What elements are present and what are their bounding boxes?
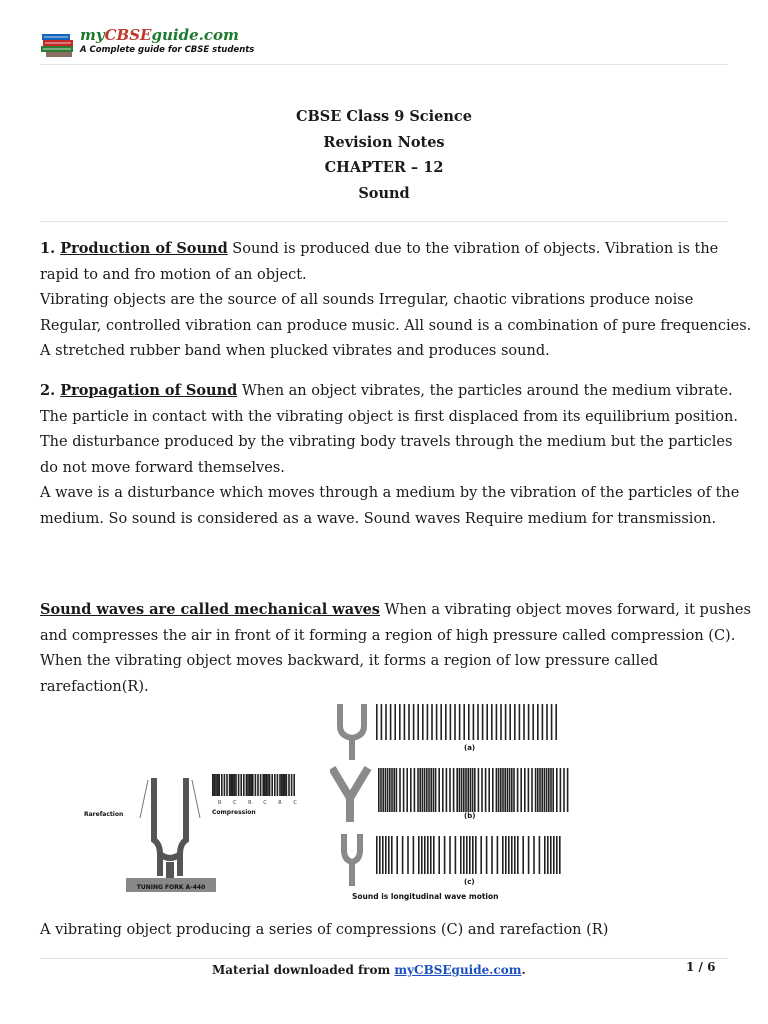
wave-bar — [402, 836, 404, 874]
wave-bar — [391, 768, 393, 812]
wave-bar — [382, 768, 384, 812]
wave-bar — [478, 768, 480, 812]
wave-bar — [469, 836, 471, 874]
wave-bar — [417, 704, 419, 740]
wave-bar — [556, 768, 558, 812]
wave-bar — [424, 768, 426, 812]
wave-bar — [238, 774, 240, 796]
wave-bar — [264, 774, 266, 796]
wave-bars-c — [376, 836, 561, 874]
wave-bar — [468, 704, 470, 740]
wave-bar — [403, 768, 405, 812]
wave-bar — [422, 768, 424, 812]
wave-bar — [427, 704, 429, 740]
wave-bar — [224, 774, 226, 796]
wave-bar — [507, 768, 509, 812]
wave-bar — [438, 836, 440, 874]
wave-bar — [284, 774, 286, 796]
wave-bar — [431, 704, 433, 740]
wave-bar — [230, 774, 232, 796]
wave-bar — [500, 704, 502, 740]
label-a: (a) — [464, 744, 476, 752]
wave-bar — [528, 704, 530, 740]
wave-bar — [467, 768, 469, 812]
wave-bar — [480, 836, 482, 874]
wave-bar — [215, 774, 217, 796]
wave-bar — [436, 704, 438, 740]
wave-bar — [385, 768, 387, 812]
footer-text: Material downloaded from myCBSEguide.com. — [212, 963, 526, 977]
wave-bar — [426, 768, 428, 812]
wave-bar — [410, 768, 412, 812]
fork-b — [332, 768, 368, 822]
wave-bar — [269, 774, 271, 796]
wave-bar — [514, 836, 516, 874]
wave-bar — [430, 836, 432, 874]
wave-bar — [446, 768, 448, 812]
wave-bar — [550, 836, 552, 874]
wave-bar — [396, 768, 398, 812]
paragraph: The disturbance produced by the vibrating body travels through the medium but the particles do not move forward themselves. — [40, 434, 733, 476]
wave-bar — [399, 768, 401, 812]
wave-bar — [542, 704, 544, 740]
label-b: (b) — [464, 812, 476, 820]
wave-bar — [449, 836, 451, 874]
logo-wordmark: myCBSEguide.com — [80, 26, 239, 44]
wave-bar — [262, 774, 264, 796]
wave-bar — [547, 836, 549, 874]
wave-bar — [470, 768, 472, 812]
paragraph-text: When a vibrating object moves forward, it pushes and compresses the air in front of it forming a region of high pressure called compression (C). When the vibrating object moves backward, it forms a region of low pressure called rarefaction(R). — [40, 602, 751, 695]
wave-bar — [514, 704, 516, 740]
wave-bar — [517, 836, 519, 874]
wave-bar — [406, 768, 408, 812]
paragraph — [40, 236, 752, 288]
title-line: CHAPTER – 12 — [324, 159, 444, 176]
wave-bar — [508, 836, 510, 874]
wave-bar — [511, 768, 513, 812]
section-number: 1. — [40, 240, 61, 257]
wave-bar — [544, 768, 546, 812]
wave-bar — [491, 704, 493, 740]
wave-bar — [427, 836, 429, 874]
section-propagation — [40, 378, 752, 533]
wave-bar — [482, 704, 484, 740]
wave-bar — [560, 768, 562, 812]
wave-bar — [539, 768, 541, 812]
wave-bar — [502, 768, 504, 812]
wave-bar — [453, 768, 455, 812]
wave-bar — [235, 774, 237, 796]
figure-caption-inline: Sound is longitudinal wave motion — [352, 892, 499, 901]
wave-bar — [388, 836, 390, 874]
wave-bar — [563, 768, 565, 812]
wave-bar — [404, 704, 406, 740]
wave-bar — [509, 704, 511, 740]
figure-caption: A vibrating object producing a series of compressions (C) and rarefaction (R) — [40, 922, 609, 938]
footer-link[interactable]: myCBSEguide.com — [394, 963, 522, 977]
wave-bar — [491, 836, 493, 874]
wave-bar — [553, 836, 555, 874]
wave-bar — [408, 704, 410, 740]
wave-bar — [218, 774, 220, 796]
wave-bar — [419, 768, 421, 812]
wave-bar — [546, 704, 548, 740]
wave-bar — [537, 704, 539, 740]
wave-bar — [418, 836, 420, 874]
wave-bar — [513, 768, 515, 812]
wave-bar — [537, 768, 539, 812]
wave-bar — [461, 768, 463, 812]
wave-bar — [556, 836, 558, 874]
wave-bar — [274, 774, 276, 796]
wave-bar — [477, 704, 479, 740]
wave-bar — [539, 836, 541, 874]
wave-bar — [247, 774, 249, 796]
wave-bar — [500, 768, 502, 812]
wave-bar — [267, 774, 269, 796]
wave-bar — [504, 768, 506, 812]
wave-bar — [475, 836, 477, 874]
wave-bar — [524, 768, 526, 812]
wave-bar — [257, 774, 259, 796]
wave-bar — [449, 768, 451, 812]
wave-bar — [463, 836, 465, 874]
wave-bar — [535, 768, 537, 812]
wave-bar — [466, 836, 468, 874]
wave-bar — [486, 836, 488, 874]
wave-bar — [472, 836, 474, 874]
wave-bar — [396, 836, 398, 874]
header-divider — [40, 64, 728, 65]
paragraph-text: When an object vibrates, the particles around the medium vibrate. The particle in contact with the vibrating object is first displaced from its equilibrium position. — [40, 383, 738, 425]
wave-bar — [460, 836, 462, 874]
wave-bar — [456, 768, 458, 812]
wave-bar — [519, 704, 521, 740]
wave-bar — [378, 768, 380, 812]
title-line: Revision Notes — [323, 133, 445, 151]
wave-bar — [541, 768, 543, 812]
wave-bar — [438, 768, 440, 812]
section-heading: Sound waves are called mechanical waves — [40, 601, 380, 618]
wave-bar — [217, 774, 219, 796]
wave-bar — [442, 768, 444, 812]
rarefaction-label: Rarefaction — [84, 811, 124, 818]
site-logo[interactable] — [40, 26, 255, 60]
wave-bar — [421, 836, 423, 874]
paragraph — [40, 378, 752, 430]
wave-bar — [249, 774, 251, 796]
wave-bar — [522, 836, 524, 874]
wave-bar — [433, 836, 435, 874]
title-line: CBSE Class 9 Science — [296, 108, 472, 125]
wave-bar — [232, 774, 234, 796]
title-divider — [40, 221, 728, 222]
wave-bar — [266, 774, 268, 796]
wave-bar — [435, 768, 437, 812]
wave-bars-a — [376, 704, 557, 740]
paragraph — [40, 597, 752, 700]
wave-bar — [428, 768, 430, 812]
wave-bar — [551, 704, 553, 740]
wave-bar — [505, 836, 507, 874]
wave-bar — [391, 836, 393, 874]
wave-bar — [376, 836, 378, 874]
wave-bar — [544, 836, 546, 874]
wave-bar — [288, 774, 290, 796]
page-number: 1 / 6 — [686, 960, 716, 974]
wave-bar — [485, 768, 487, 812]
wave-bar — [465, 768, 467, 812]
paragraph: A wave is a disturbance which moves through a medium by the vibration of the particles of the medium. So sound is considered as a wave. Sound waves Require medium for transmission. — [40, 485, 740, 527]
wave-bar — [444, 836, 446, 874]
wave-bar — [509, 768, 511, 812]
wave-bar — [496, 704, 498, 740]
wave-bar — [240, 774, 242, 796]
wave-bar — [394, 704, 396, 740]
wave-bar — [229, 774, 231, 796]
wave-bar — [523, 704, 525, 740]
wave-bar — [385, 836, 387, 874]
section-mechanical — [40, 597, 752, 700]
wave-bar — [474, 768, 476, 812]
wave-bar — [473, 704, 475, 740]
wave-bar — [552, 768, 554, 812]
wave-bar — [459, 768, 461, 812]
wave-bar — [454, 704, 456, 740]
wave-bar — [424, 836, 426, 874]
wave-bar — [413, 836, 415, 874]
wave-bar — [390, 704, 392, 740]
wave-bar — [279, 774, 281, 796]
wave-bar — [450, 704, 452, 740]
compression-bars — [212, 774, 295, 796]
wave-bar — [488, 768, 490, 812]
wave-bar — [281, 774, 283, 796]
wave-bar — [380, 768, 382, 812]
fork-label: TUNING FORK A-440 — [136, 884, 206, 891]
wave-bar — [376, 704, 378, 740]
wave-bar — [252, 774, 254, 796]
wave-bar — [422, 704, 424, 740]
wave-bar — [550, 768, 552, 812]
wave-bar — [533, 836, 535, 874]
wave-bar — [517, 768, 519, 812]
paragraph-text: Sound is produced due to the vibration of objects. Vibration is the rapid to and fro motion of an object. — [40, 241, 719, 283]
wave-bar — [381, 704, 383, 740]
wave-bar — [520, 768, 522, 812]
wave-bar — [433, 768, 435, 812]
wave-bar — [472, 768, 474, 812]
wave-bar — [546, 768, 548, 812]
wave-bar — [445, 704, 447, 740]
footer-divider — [40, 958, 728, 959]
wave-bar — [414, 768, 416, 812]
wave-bar — [502, 836, 504, 874]
wave-bar — [532, 704, 534, 740]
section-heading: Production of Sound — [60, 240, 228, 257]
wave-bar — [459, 704, 461, 740]
wave-bar — [559, 836, 561, 874]
wave-bar — [387, 768, 389, 812]
wave-bar — [243, 774, 245, 796]
paragraph: Vibrating objects are the source of all sounds Irregular, chaotic vibrations produce noise Regular, controlled vibration can produce music. All sound is a combination of pure frequencies. A stretched rubber band when plucked vibrates and produces sound. — [40, 292, 752, 360]
wave-bar — [555, 704, 557, 740]
document-title-block — [0, 104, 768, 206]
wave-bar — [505, 704, 507, 740]
wave-bar — [385, 704, 387, 740]
wave-bar — [531, 768, 533, 812]
wave-bar — [393, 768, 395, 812]
wave-bar — [567, 768, 569, 812]
wave-bar — [291, 774, 293, 796]
logo-tagline: A Complete guide for CBSE students — [80, 45, 255, 55]
wave-bar — [528, 836, 530, 874]
wave-bar — [455, 836, 457, 874]
wave-bar — [413, 704, 415, 740]
wave-bar — [498, 768, 500, 812]
wave-bar — [407, 836, 409, 874]
wave-bar — [463, 704, 465, 740]
title-line: Sound — [358, 184, 410, 202]
wave-bar — [463, 768, 465, 812]
wave-bar — [389, 768, 391, 812]
compression-label: Compression — [212, 809, 256, 816]
wave-bar — [286, 774, 288, 796]
wave-bar — [481, 768, 483, 812]
wave-bar — [226, 774, 228, 796]
wave-bar — [399, 704, 401, 740]
wave-bar — [417, 768, 419, 812]
wave-bar — [250, 774, 252, 796]
wave-bar — [282, 774, 284, 796]
wave-bar — [246, 774, 248, 796]
wave-bar — [214, 774, 216, 796]
section-production — [40, 236, 752, 365]
wave-bar — [440, 704, 442, 740]
wave-bar — [271, 774, 273, 796]
fork-a — [340, 704, 364, 760]
wave-bar — [277, 774, 279, 796]
wave-bar — [430, 768, 432, 812]
fork-c — [344, 834, 360, 886]
wave-bar — [496, 768, 498, 812]
wave-bar — [234, 774, 236, 796]
section-number: 2. — [40, 382, 61, 399]
wave-bar — [221, 774, 223, 796]
wave-bar — [255, 774, 257, 796]
longitudinal-wave-figure — [330, 700, 570, 905]
wave-bar — [497, 836, 499, 874]
section-heading: Propagation of Sound — [60, 382, 238, 399]
wave-bars-b — [378, 768, 570, 812]
wave-bar — [492, 768, 494, 812]
tuning-fork-figure — [70, 758, 320, 898]
wave-bar — [486, 704, 488, 740]
wave-bar — [293, 774, 295, 796]
wave-bar — [382, 836, 384, 874]
compression-letters: R C R C R C — [218, 800, 302, 806]
books-icon — [40, 28, 76, 58]
wave-bar — [212, 774, 214, 796]
wave-bar — [528, 768, 530, 812]
label-c: (c) — [464, 878, 475, 886]
wave-bar — [260, 774, 262, 796]
wave-bar — [379, 836, 381, 874]
wave-bar — [548, 768, 550, 812]
wave-bar — [511, 836, 513, 874]
